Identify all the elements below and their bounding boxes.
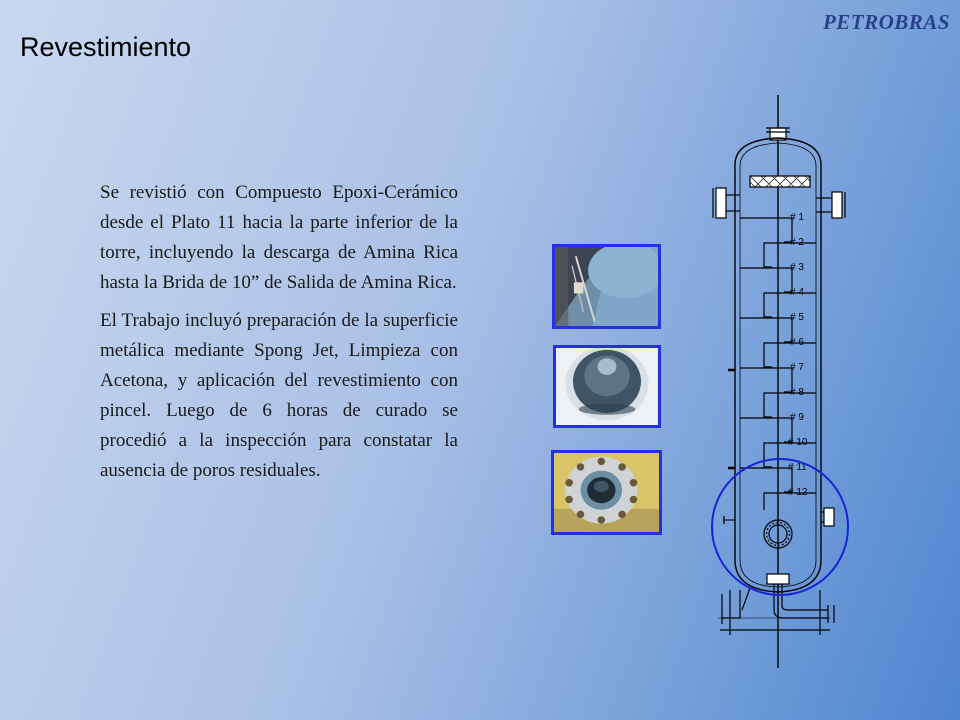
paragraph-1: Se revistió con Compuesto Epoxi-Cerámico desde el Plato 11 hacia la parte inferior de la torre, incluyendo la descarga de Amina Rica hasta la Brida de 10” de Salida de Amina Rica. <box>100 182 458 293</box>
plate-label-10: # 10 <box>788 437 808 448</box>
plate-label-4: # 4 <box>790 287 804 298</box>
plate-label-9: # 9 <box>790 412 804 423</box>
body-text <box>100 178 458 494</box>
plate-label-8: # 8 <box>790 387 804 398</box>
plate-label-11: # 11 <box>788 462 807 473</box>
brand-logo-text: PETROBRAS <box>822 10 950 34</box>
tower-interior-photo <box>552 244 661 329</box>
nozzle-interior-photo <box>553 345 661 428</box>
plate-label-12: # 12 <box>788 487 808 498</box>
slide-title: Revestimiento <box>20 32 192 62</box>
flange-photo <box>551 450 662 535</box>
paragraph-2: El Trabajo incluyó preparación de la superficie metálica mediante Spong Jet, Limpieza con Acetona, y aplicación del revestimiento con pincel. Luego de 6 horas de curado se procedió a la inspección para constatar la ausencia de poros residuales. <box>100 310 458 481</box>
absorber-tower-diagram <box>700 90 860 675</box>
plate-label-1: # 1 <box>790 212 804 223</box>
plate-label-2: # 2 <box>790 237 804 248</box>
plate-label-6: # 6 <box>790 337 804 348</box>
plate-label-3: # 3 <box>790 262 804 273</box>
plate-label-5: # 5 <box>790 312 804 323</box>
plate-label-7: # 7 <box>790 362 804 373</box>
